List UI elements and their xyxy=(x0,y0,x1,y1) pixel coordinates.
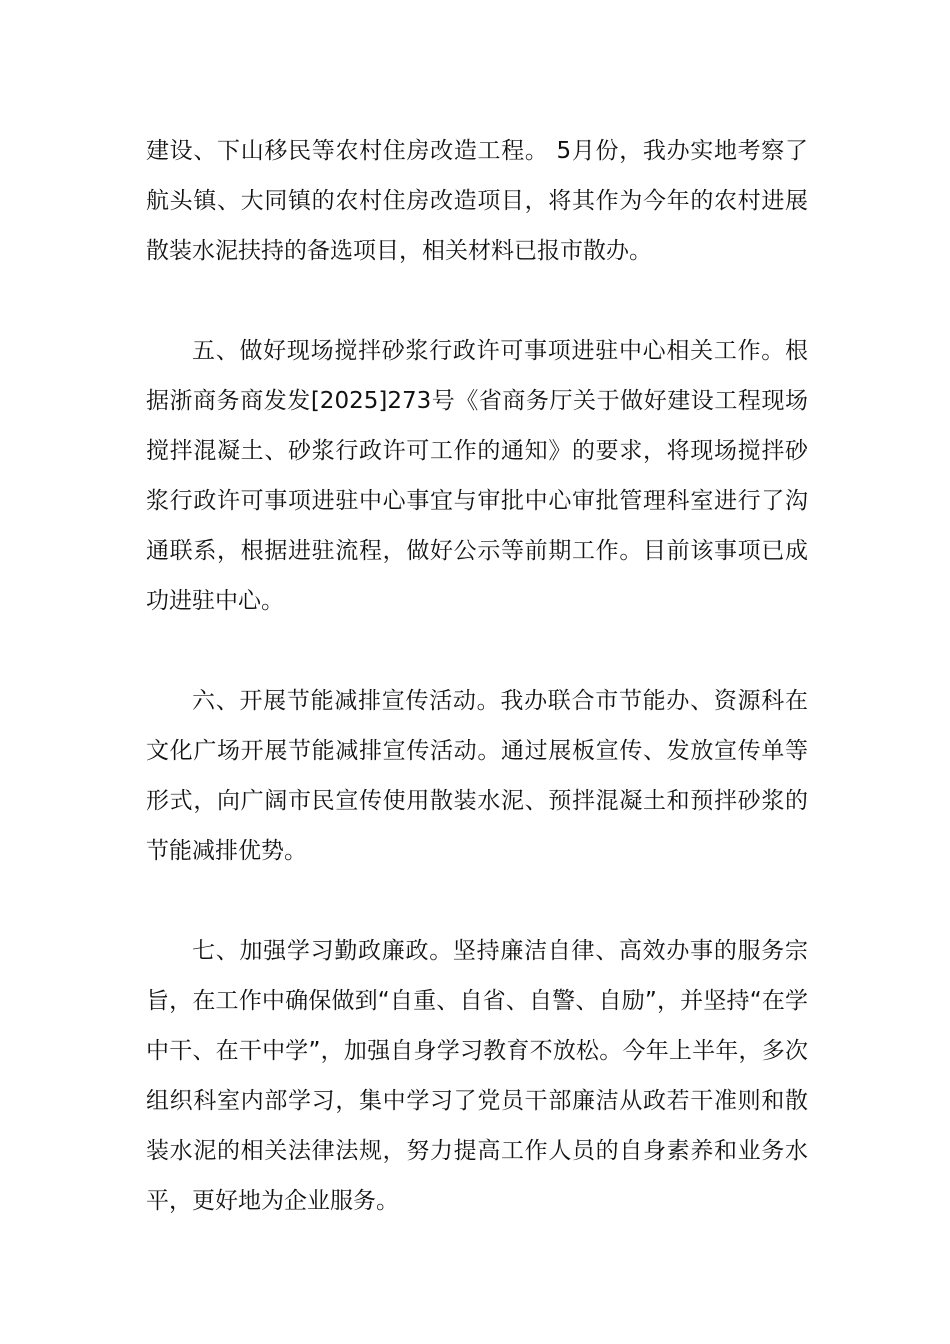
paragraph-section-7: 七、加强学习勤政廉政。坚持廉洁自律、高效办事的服务宗旨，在工作中确保做到“自重、自省、自警、自励”，并坚持“在学中干、在干中学”，加强自身学习教育不放松。今年上半年，多次组织科室内部学习，集中学习了党员干部廉洁从政若干准则和散装水泥的相关法律法规，努力提高工作人员的自身素养和业务水平，更好地为企业服务。 xyxy=(146,938,808,1214)
paragraph-section-6: 六、开展节能减排宣传活动。我办联合市节能办、资源科在文化广场开展节能减排宣传活动。通过展板宣传、发放宣传单等形式，向广阔市民宣传使用散装水泥、预拌混凝土和预拌砂浆的节能减排优势。 xyxy=(146,688,808,864)
paragraph-continuation: 建设、下山移民等农村住房改造工程。 5月份，我办实地考察了航头镇、大同镇的农村住房改造项目，将其作为今年的农村进展散装水泥扶持的备选项目，相关材料已报市散办。 xyxy=(146,138,808,264)
document-body xyxy=(146,126,808,1226)
paragraph-section-5: 五、做好现场搅拌砂浆行政许可事项进驻中心相关工作。根据浙商务商发发[2025]273号《省商务厅关于做好建设工程现场搅拌混凝土、砂浆行政许可工作的通知》的要求，将现场搅拌砂浆行政许可事项进驻中心事宜与审批中心审批管理科室进行了沟通联系，根据进驻流程，做好公示等前期工作。目前该事项已成功进驻中心。 xyxy=(146,338,808,614)
